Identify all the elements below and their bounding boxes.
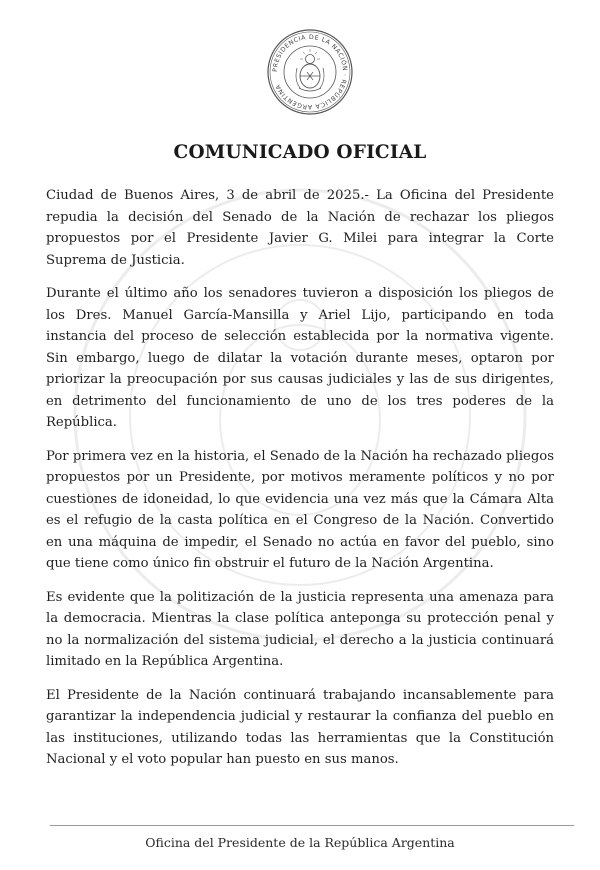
presidential-seal-icon bbox=[266, 28, 354, 116]
paragraph-5: El Presidente de la Nación continuará trabajando incansablemente para garantizar la independencia judicial y restaurar la confianza del pueblo en las instituciones, utilizando todas las herramientas que la Constitución Nacional y el voto popular han puesto en sus manos. bbox=[46, 687, 554, 767]
footer-text: Oficina del Presidente de la República Argentina bbox=[145, 835, 455, 850]
footer-divider bbox=[50, 825, 574, 826]
document-title: COMUNICADO OFICIAL bbox=[173, 142, 427, 163]
paragraph-3: Por primera vez en la historia, el Senado de la Nación ha rechazado pliegos propuestos por un Presidente, por motivos meramente políticos y no por cuestiones de idoneidad, lo que evidencia una vez más que la Cámara Alta es el refugio de la casta política en el Congreso de la Nación. Convertido en una máquina de impedir, el Senado no actúa en favor del pueblo, sino que tiene como único fin obstruir el futuro de la Nación Argentina. bbox=[46, 448, 554, 571]
paragraph-4: Es evidente que la politización de la justicia representa una amenaza para la democracia. Mientras la clase política anteponga su protección penal y no la normalización del sistema judicial, el derecho a la justicia continuará limitado en la República Argentina. bbox=[46, 589, 554, 669]
paragraph-2: Durante el último año los senadores tuvieron a disposición los pliegos de los Dres. Manuel García-Mansilla y Ariel Lijo, participando en toda instancia del proceso de selección establecida por la normativa vigente. Sin embargo, luego de dilatar la votación durante meses, optaron por priorizar la preocupación por sus causas judiciales y las de sus dirigentes, en detrimento del funcionamiento de uno de los tres poderes de la República. bbox=[46, 286, 554, 430]
paragraph-1: Ciudad de Buenos Aires, 3 de abril de 2025.- La Oficina del Presidente repudia la decisión del Senado de la Nación de rechazar los pliegos propuestos por el Presidente Javier G. Milei para integrar la Corte Suprema de Justicia. bbox=[46, 188, 554, 268]
document-body bbox=[46, 185, 554, 783]
svg-text:PRESIDENCIA DE LA NACIÓN · REP: PRESIDENCIA DE LA NACIÓN · REPÚBLICA ARGENTINA bbox=[271, 33, 349, 111]
